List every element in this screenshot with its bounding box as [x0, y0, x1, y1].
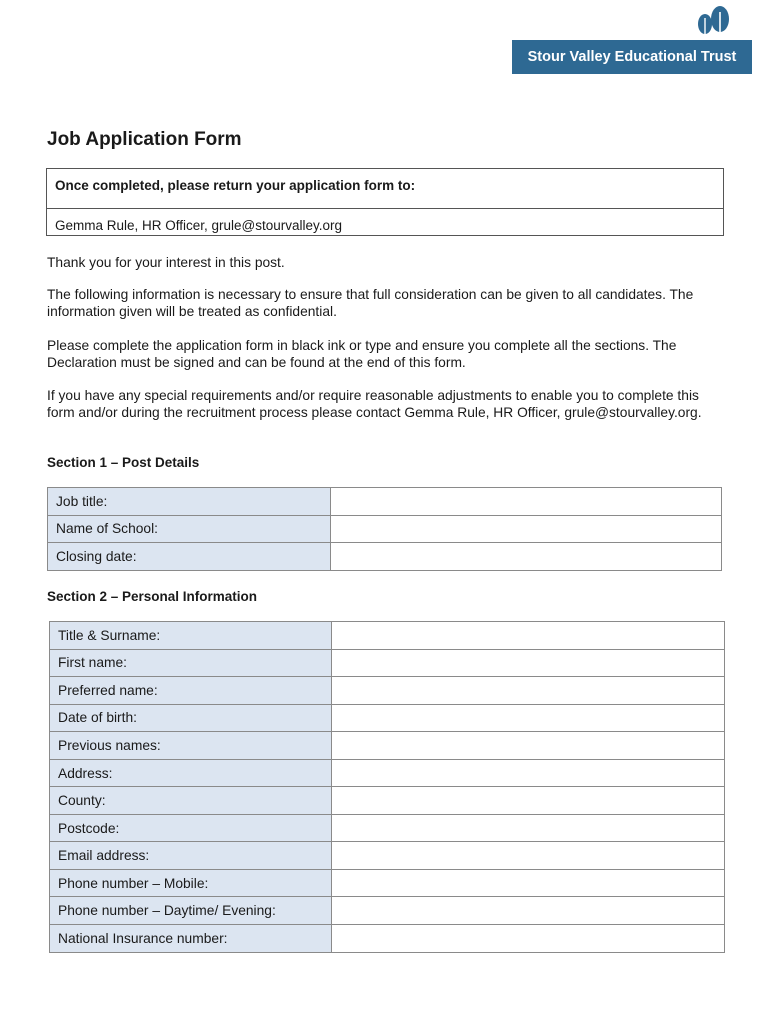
table-row: [50, 787, 725, 815]
field-label: Phone number – Mobile:: [50, 869, 332, 897]
postcode-input[interactable]: [332, 814, 725, 842]
previous-names-input[interactable]: [332, 732, 725, 760]
personal-info-table: [49, 621, 725, 953]
title-surname-input[interactable]: [332, 622, 725, 650]
field-label: Phone number – Daytime/ Evening:: [50, 897, 332, 925]
preferred-name-input[interactable]: [332, 677, 725, 705]
logo-text: Stour Valley Educational Trust: [512, 40, 752, 74]
school-name-input[interactable]: [331, 515, 722, 543]
section2-heading: Section 2 – Personal Information: [47, 589, 258, 604]
return-contact: Gemma Rule, HR Officer, grule@stourvalley.org: [55, 218, 343, 233]
table-row: [48, 488, 722, 516]
info-paragraph: The following information is necessary to ensure that full consideration can be given to all candidates. The information given will be treated as confidential.: [47, 287, 694, 319]
tree-icon: [694, 4, 734, 42]
return-heading: Once completed, please return your application form to:: [47, 169, 723, 209]
table-row: [50, 732, 725, 760]
field-label: Preferred name:: [50, 677, 332, 705]
table-row: [48, 515, 722, 543]
page-title: Job Application Form: [47, 129, 242, 150]
first-name-input[interactable]: [332, 649, 725, 677]
table-row: [50, 649, 725, 677]
closing-date-input[interactable]: [331, 543, 722, 571]
date-of-birth-input[interactable]: [332, 704, 725, 732]
logo: [512, 4, 752, 72]
field-label: Closing date:: [48, 543, 331, 571]
table-row: [50, 925, 725, 953]
daytime-phone-input[interactable]: [332, 897, 725, 925]
requirements-paragraph: If you have any special requirements and/or require reasonable adjustments to enable you to complete this form and/or during the recruitment process please contact Gemma Rule, HR Officer, grule@stourvalley.org.: [47, 388, 702, 420]
field-label: National Insurance number:: [50, 925, 332, 953]
thanks-paragraph: Thank you for your interest in this post.: [47, 255, 285, 270]
field-label: First name:: [50, 649, 332, 677]
field-label: Address:: [50, 759, 332, 787]
field-label: Title & Surname:: [50, 622, 332, 650]
table-row: [50, 759, 725, 787]
table-row: [50, 897, 725, 925]
address-input[interactable]: [332, 759, 725, 787]
email-input[interactable]: [332, 842, 725, 870]
field-label: Job title:: [48, 488, 331, 516]
field-label: Name of School:: [48, 515, 331, 543]
table-row: [50, 814, 725, 842]
table-row: [50, 869, 725, 897]
table-row: [50, 677, 725, 705]
instructions-paragraph: Please complete the application form in black ink or type and ensure you complete all the sections. The Declaration must be signed and can be found at the end of this form.: [47, 338, 677, 370]
table-row: [50, 622, 725, 650]
field-label: Email address:: [50, 842, 332, 870]
field-label: Date of birth:: [50, 704, 332, 732]
table-row: [50, 704, 725, 732]
section1-heading: Section 1 – Post Details: [47, 455, 200, 470]
ni-number-input[interactable]: [332, 925, 725, 953]
field-label: County:: [50, 787, 332, 815]
field-label: Previous names:: [50, 732, 332, 760]
post-details-table: [47, 487, 722, 571]
county-input[interactable]: [332, 787, 725, 815]
field-label: Postcode:: [50, 814, 332, 842]
table-row: [48, 543, 722, 571]
return-address-box: [46, 168, 724, 236]
job-title-input[interactable]: [331, 488, 722, 516]
table-row: [50, 842, 725, 870]
mobile-phone-input[interactable]: [332, 869, 725, 897]
